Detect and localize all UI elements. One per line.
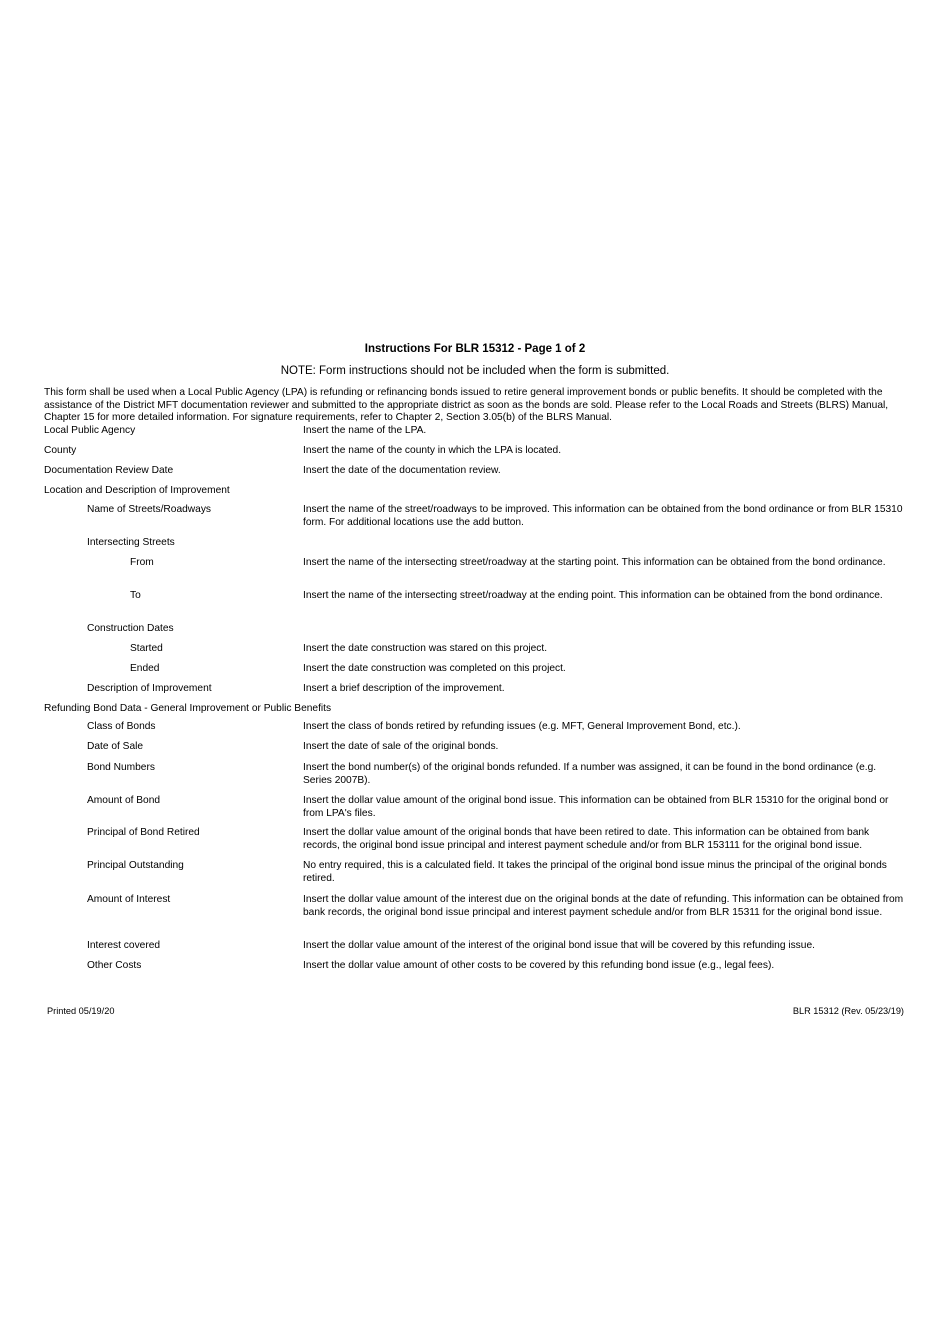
row-label: Local Public Agency — [44, 425, 136, 436]
row-label: Name of Streets/Roadways — [87, 504, 212, 515]
row-label: Interest covered — [87, 940, 161, 951]
section-heading: Intersecting Streets — [87, 537, 175, 548]
row-label: Documentation Review Date — [44, 465, 174, 476]
section-heading: Refunding Bond Data - General Improvement or Public Benefits — [44, 703, 332, 714]
section-heading: Construction Dates — [87, 623, 174, 634]
row-description: Insert the date of the documentation review. — [303, 465, 501, 476]
row-description: Insert the name of the LPA. — [303, 425, 427, 436]
row-label: Bond Numbers — [87, 762, 155, 773]
row-description: Insert the class of bonds retired by refunding issues (e.g. MFT, General Improvement Bond, etc.). — [303, 721, 741, 732]
row-label: Ended — [130, 663, 160, 674]
row-description: Insert a brief description of the improvement. — [303, 683, 505, 694]
row-label: From — [130, 557, 154, 568]
row-description: Insert the name of the street/roadways to be improved. This information can be obtained from the bond ordinance or from BLR 15310 form. For additional locations use the add button. — [303, 504, 903, 528]
form-revision-id: BLR 15312 (Rev. 05/23/19) — [792, 1006, 904, 1016]
row-label: Amount of Interest — [87, 894, 171, 905]
row-label: County — [44, 445, 77, 456]
row-description: Insert the name of the intersecting street/roadway at the starting point. This information can be obtained from the bond ordinance. — [303, 557, 886, 568]
row-label: Date of Sale — [87, 741, 144, 752]
printed-date: Printed 05/19/20 — [47, 1006, 115, 1016]
row-label: Principal of Bond Retired — [87, 827, 200, 838]
intro-paragraph: This form shall be used when a Local Public Agency (LPA) is refunding or refinancing bonds issued to retire general improvement bonds or public benefits. It should be completed with the assistance of the District MFT documentation reviewer and submitted to the appropriate district as soon as the bonds are sold. Please refer to the Local Roads and Streets (BLRS) Manual, Chapter 15 for more detailed information. For signature requirements, refer to Chapter 2, Section 3.05(b) of the BLRS Manual. — [44, 387, 889, 423]
row-description: No entry required, this is a calculated field. It takes the principal of the original bond issue minus the principal of the original bonds retired. — [303, 860, 887, 884]
row-description: Insert the dollar value amount of the original bond issue. This information can be obtained from BLR 15310 for the original bond or from LPA's files. — [303, 795, 889, 819]
page-title: Instructions For BLR 15312 - Page 1 of 2 — [364, 343, 586, 355]
section-heading: Location and Description of Improvement — [44, 485, 230, 496]
row-description: Insert the bond number(s) of the original bonds refunded. If a number was assigned, it can be found in the bond ordinance (e.g. Series 2007B). — [303, 762, 877, 786]
row-label: To — [130, 590, 141, 601]
row-description: Insert the date construction was completed on this project. — [303, 663, 566, 674]
row-description: Insert the name of the county in which the LPA is located. — [303, 445, 562, 456]
row-label: Description of Improvement — [87, 683, 212, 694]
row-description: Insert the dollar value amount of the interest of the original bond issue that will be covered by this refunding issue. — [303, 940, 815, 951]
row-label: Class of Bonds — [87, 721, 156, 732]
submission-note: NOTE: Form instructions should not be included when the form is submitted. — [280, 365, 670, 377]
row-label: Amount of Bond — [87, 795, 161, 806]
row-description: Insert the dollar value amount of the original bonds that have been retired to date. This information can be obtained from bank records, the original bond issue principal and interest payment schedule and/or from BLR 153111 for the original bond issue. — [303, 827, 870, 851]
row-label: Started — [130, 643, 163, 654]
row-description: Insert the date of sale of the original bonds. — [303, 741, 499, 752]
row-label: Principal Outstanding — [87, 860, 184, 871]
row-description: Insert the dollar value amount of other costs to be covered by this refunding bond issue (e.g., legal fees). — [303, 960, 775, 971]
row-description: Insert the dollar value amount of the interest due on the original bonds at the date of refunding. This information can be obtained from bank records, the original bond issue principal and interest payment schedule and/or from BLR 15311 for the original bond issue. — [303, 894, 904, 918]
row-label: Other Costs — [87, 960, 142, 971]
row-description: Insert the name of the intersecting street/roadway at the ending point. This information can be obtained from the bond ordinance. — [303, 590, 883, 601]
row-description: Insert the date construction was stared on this project. — [303, 643, 548, 654]
